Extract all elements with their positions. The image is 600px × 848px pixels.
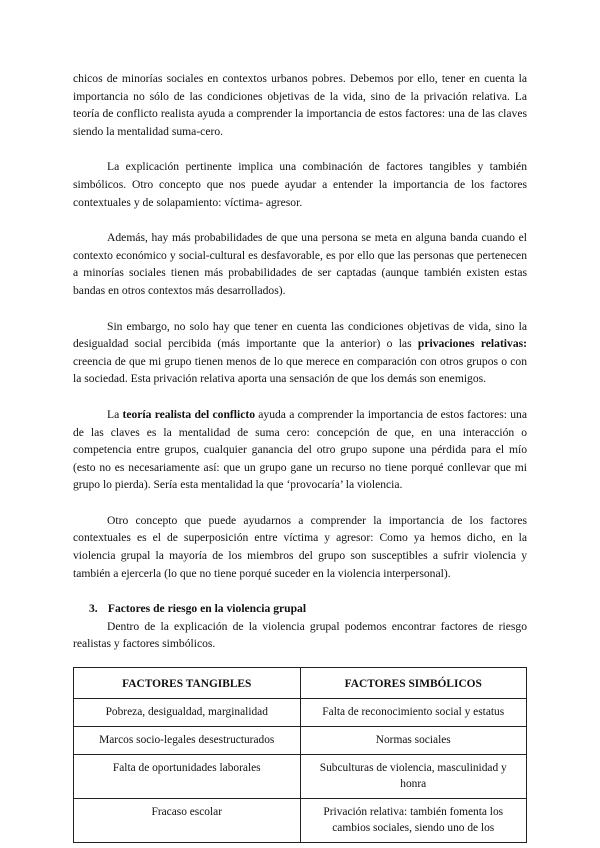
table-cell: Normas sociales: [300, 727, 527, 755]
paragraph-5: [73, 406, 527, 494]
table-cell: Marcos socio-legales desestructurados: [74, 727, 301, 755]
paragraph-2: La explicación pertinente implica una combinación de factores tangibles y también simbólicos. Otro concepto que nos puede ayudar a entender la importancia de los factores contextuales y de solapamiento: víctima- agresor.: [73, 160, 527, 209]
table-cell: Privación relativa: también fomenta los cambios sociales, siendo uno de los: [300, 799, 527, 843]
table-header-row: [74, 668, 527, 699]
paragraph-1: chicos de minorías sociales en contextos urbanos pobres. Debemos por ello, tener en cuenta la importancia no sólo de las condiciones objetivas de la vida, sino de la privación relativa. La teoría de conflicto realista ayuda a comprender la importancia de estos factores: una de las claves siendo la mentalidad suma-cero.: [73, 72, 527, 138]
paragraph-4: [73, 318, 527, 388]
table-cell: Falta de reconocimiento social y estatus: [300, 699, 527, 727]
header-tangibles: FACTORES TANGIBLES: [74, 668, 301, 699]
table-cell: Falta de oportunidades laborales: [74, 755, 301, 799]
table-row: [74, 699, 527, 727]
header-simbolicos: FACTORES SIMBÓLICOS: [300, 668, 527, 699]
paragraph-4-text-b: creencia de que mi grupo tienen menos de lo que merece en comparación con otros grupos o con la sociedad. Esta privación relativa aporta una sensación de que los demás son enemigos.: [73, 354, 527, 386]
paragraph-6: Otro concepto que puede ayudarnos a comprender la importancia de los factores contextuales es el de superposición entre víctima y agresor: Como ya hemos dicho, en la violencia grupal la mayoría de los miembros del grupo son susceptibles a sufrir violencia y también a ejercerla (lo que no tiene porqué suceder en la violencia interpersonal).: [73, 513, 527, 580]
paragraph-5-text-a: La: [107, 407, 123, 421]
table-cell: Subculturas de violencia, masculinidad y honra: [300, 755, 527, 799]
table-row: [74, 755, 527, 799]
paragraph-4-text-a: Sin embargo, no solo hay que tener en cuenta las condiciones objetivas de vida, sino la desigualdad social percibida (más importante que la anterior) o las: [73, 319, 527, 351]
table-row: [74, 727, 527, 755]
table-row: [74, 799, 527, 843]
term-privaciones-relativas: privaciones relativas:: [417, 337, 527, 351]
term-teoria-realista: teoría realista del conflicto: [122, 407, 256, 421]
document-page: [73, 70, 527, 843]
section-heading: [73, 600, 527, 618]
table-cell: Pobreza, desigualdad, marginalidad: [74, 699, 301, 727]
paragraph-3: Además, hay más probabilidades de que una persona se meta en alguna banda cuando el contexto económico y social-cultural es desfavorable, es por ello que las personas que pertenecen a minorías sociales tienen más probabilidades de ser captadas (aunque también existen estas bandas en otros contextos más desarrollados).: [73, 231, 527, 297]
risk-factors-table: [73, 667, 527, 843]
paragraph-5-text-b: ayuda a comprender la importancia de estos factores: una de las claves es la mentalidad de suma cero: concepción de que, en una interacción o competencia entre grupos, cualquier ganancia del otro grupo supone una pérdida para el mío (esto no es necesariamente así: que un grupo gane un recurso no tiene porqué conllevar que mi grupo lo pierda). Sería esta mentalidad la que ‘provocaría’ la violencia.: [73, 407, 527, 492]
section-intro: Dentro de la explicación de la violencia grupal podemos encontrar factores de riesgo realistas y factores simbólicos.: [73, 619, 527, 651]
section-number: 3.: [89, 602, 98, 616]
section-title: Factores de riesgo en la violencia grupal: [107, 602, 307, 616]
table-cell: Fracaso escolar: [74, 799, 301, 843]
